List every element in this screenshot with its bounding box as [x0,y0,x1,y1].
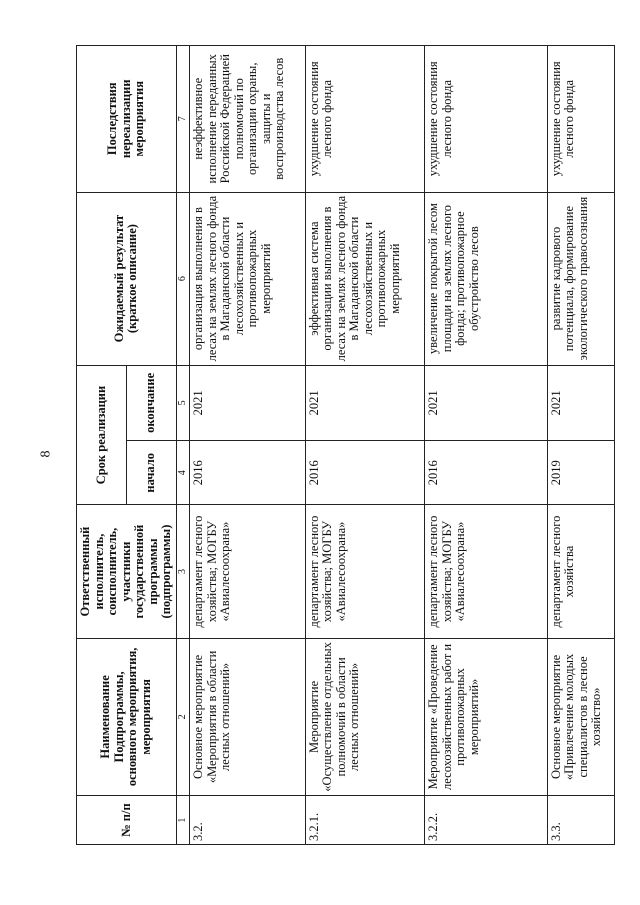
table-row [190,46,305,845]
row-number: 3.3. [547,796,614,845]
measure-name: Основное мероприятие «Привлечение молодых специалистов в лесное хозяйство» [547,638,614,796]
expected-result: организация выполнения в лесах на землях лесного фонда в Магаданской области лесохозяйственных и противопожарных мероприятий [190,192,305,365]
header-term: Срок реализации [77,365,127,505]
header-result: Ожидаемый результат (краткое описание) [77,192,177,365]
measure-name: Основное мероприятие «Мероприятия в области лесных отношений» [190,638,305,796]
end-year: 2021 [190,365,305,440]
column-number: 3 [176,505,190,638]
column-number: 4 [176,441,190,505]
consequence: неэффективное исполнение переданных Российской Федерацией полномочий по организации охраны, защиты и воспроизводства лесов [190,46,305,193]
table-row [425,46,547,845]
end-year: 2021 [547,365,614,440]
column-number-row [176,46,190,845]
column-number: 1 [176,796,190,845]
row-number: 3.2. [190,796,305,845]
measure-name: Мероприятие «Проведение лесохозяйственных работ и противопожарных мероприятий» [425,638,547,796]
measure-name: Мероприятие «Осуществление отдельных полномочий в области лесных отношений» [305,638,425,796]
executor: департамент лесного хозяйства; МОГБУ «Авиалесоохрана» [190,505,305,638]
header-start: начало [126,441,176,505]
executor: департамент лесного хозяйства [547,505,614,638]
column-number: 7 [176,46,190,193]
start-year: 2019 [547,441,614,505]
rotated-table-wrapper [76,45,604,845]
expected-result: эффективная система организации выполнения в лесах на землях лесного фонда в Магаданской области лесохозяйственных и противопожарных мероприятий [305,192,425,365]
row-number: 3.2.1. [305,796,425,845]
consequence: ухудшение состояния лесного фонда [305,46,425,193]
header-consequence: Последствия нереализации мероприятия [77,46,177,193]
row-number: 3.2.2. [425,796,547,845]
start-year: 2016 [305,441,425,505]
start-year: 2016 [425,441,547,505]
page-number: 8 [38,450,54,458]
end-year: 2021 [305,365,425,440]
expected-result: увеличение покрытой лесом площади на землях лесного фонда; противопожарное обустройство лесов [425,192,547,365]
header-num: № п/п [77,796,177,845]
table-row [305,46,425,845]
executor: департамент лесного хозяйства; МОГБУ «Авиалесоохрана» [425,505,547,638]
header-executor: Ответственный исполнитель, соисполнитель, участники государственной программы (подпрограммы) [77,505,177,638]
consequence: ухудшение состояния лесного фонда [547,46,614,193]
header-row-1 [77,46,127,845]
program-measures-table [76,45,615,845]
header-name: Наименование Подпрограммы, основного мероприятия, мероприятия [77,638,177,796]
start-year: 2016 [190,441,305,505]
header-end: окончание [126,365,176,440]
column-number: 6 [176,192,190,365]
expected-result: развитие кадрового потенциала, формирование экологического правосознания [547,192,614,365]
end-year: 2021 [425,365,547,440]
column-number: 5 [176,365,190,440]
table-row [547,46,614,845]
executor: департамент лесного хозяйства; МОГБУ «Авиалесоохрана» [305,505,425,638]
consequence: ухудшение состояния лесного фонда [425,46,547,193]
column-number: 2 [176,638,190,796]
